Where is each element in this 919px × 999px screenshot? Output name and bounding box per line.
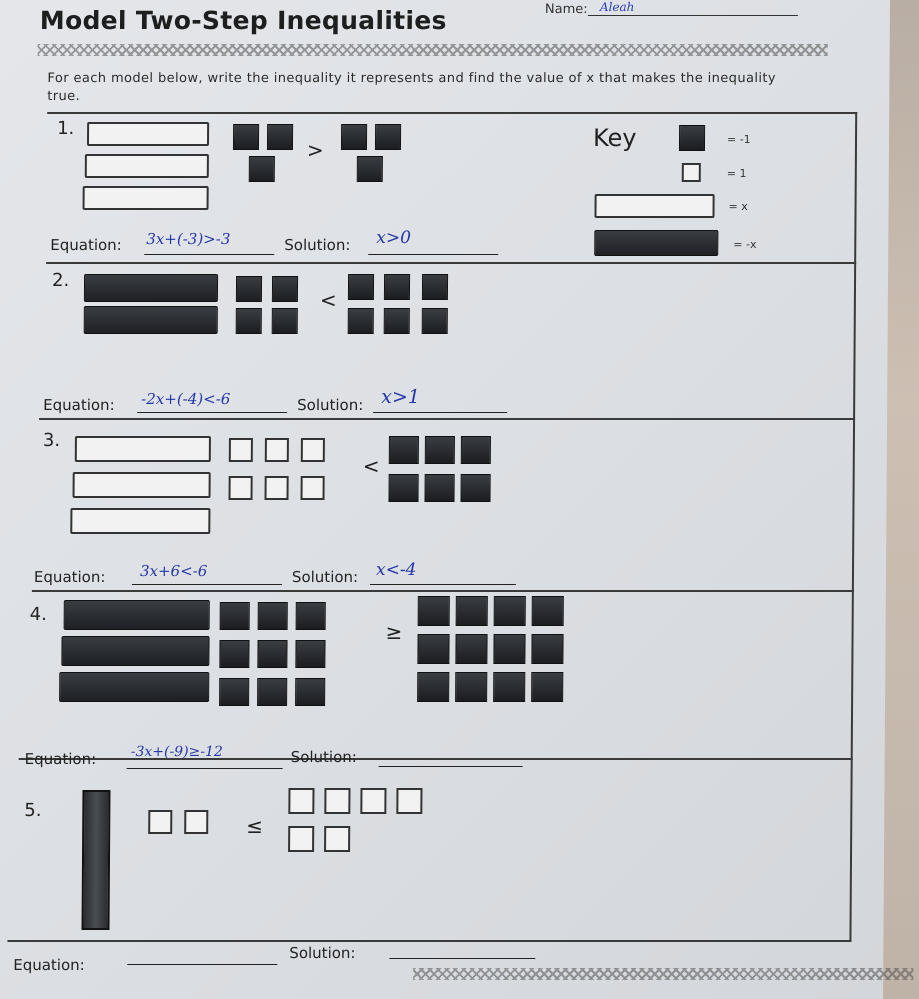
p3-one-tile: [265, 438, 289, 462]
p4-solution-blank: [379, 766, 523, 767]
p4-neg-one-tile: [296, 602, 326, 630]
p2-equation-label: Equation:: [43, 396, 115, 414]
p4-neg-one-tile: [531, 672, 563, 702]
worksheet-title: Model Two-Step Inequalities: [39, 6, 447, 35]
p5-one-tile: [396, 788, 422, 814]
p3-solution-blank: [370, 584, 516, 585]
p3-x-tile: [70, 508, 210, 534]
instructions: For each model below, write the inequality it represents and find the value of x that makes the inequality true.: [47, 71, 777, 104]
p4-neg-one-tile: [295, 678, 325, 706]
p4-neg-one-tile: [295, 640, 325, 668]
p2-neg-one-tile: [236, 308, 262, 334]
p1-solution-answer: x>0: [376, 228, 412, 248]
p3-neg-one-tile: [388, 474, 418, 502]
p4-neg-one-tile: [532, 596, 564, 626]
p2-neg-x-tile: [84, 274, 218, 302]
p5-one-tile: [288, 788, 314, 814]
problem-3-number: 3.: [42, 430, 61, 451]
p4-neg-x-tile: [59, 672, 209, 702]
key-black-bar: [594, 230, 718, 256]
p5-x-tile-vertical: [82, 790, 111, 930]
p5-one-tile: [184, 810, 208, 834]
p3-equation-blank: [132, 584, 282, 585]
p4-equation-answer: -3x+(-9)≥-12: [130, 744, 223, 760]
p4-equation-blank: [127, 768, 283, 769]
p4-neg-one-tile: [219, 678, 249, 706]
p5-one-tile: [324, 788, 350, 814]
p2-equation-answer: -2x+(-4)<-6: [141, 390, 231, 408]
p4-neg-one-tile: [417, 672, 449, 702]
p5-equation-label: Equation:: [13, 956, 85, 974]
p1-solution-label: Solution:: [284, 236, 351, 254]
p3-inequality-symbol: <: [362, 454, 380, 478]
p1-equation-label: Equation:: [50, 236, 122, 254]
p5-one-tile: [324, 826, 350, 852]
p1-neg-one-tile: [267, 124, 293, 150]
p3-neg-one-tile: [461, 436, 491, 464]
p2-inequality-symbol: <: [319, 288, 337, 312]
p2-equation-blank: [137, 412, 287, 413]
decorative-border-bottom: [413, 968, 913, 980]
key-white-square-meaning: = 1: [726, 167, 747, 180]
problem-4-number: 4.: [29, 604, 47, 625]
p4-neg-one-tile: [219, 640, 249, 668]
p4-neg-one-tile: [455, 672, 487, 702]
p2-solution-label: Solution:: [297, 396, 364, 414]
p2-solution-blank: [373, 412, 507, 413]
p1-equation-answer: 3x+(-3)>-3: [146, 230, 231, 248]
p4-neg-one-tile: [258, 602, 288, 630]
p4-neg-one-tile: [257, 678, 287, 706]
p5-solution-blank: [389, 958, 535, 959]
p3-one-tile: [229, 476, 253, 500]
p4-neg-one-tile: [531, 634, 563, 664]
divider-2: [39, 418, 855, 420]
p4-neg-one-tile: [493, 634, 525, 664]
p4-neg-one-tile: [493, 672, 525, 702]
frame-bottom-line: [7, 940, 851, 942]
p3-one-tile: [229, 438, 253, 462]
name-label: Name:: [544, 2, 588, 17]
p1-neg-one-tile: [357, 156, 383, 182]
p3-equation-answer: 3x+6<-6: [139, 562, 208, 580]
p2-neg-one-tile: [422, 274, 448, 300]
p4-neg-one-tile: [494, 596, 526, 626]
p1-neg-one-tile: [341, 124, 367, 150]
divider-3: [32, 590, 854, 592]
p3-solution-label: Solution:: [291, 568, 359, 586]
p1-x-tile: [85, 154, 209, 178]
p2-neg-one-tile: [422, 308, 448, 334]
p3-x-tile: [75, 436, 211, 462]
p2-neg-one-tile: [384, 274, 410, 300]
problem-1-number: 1.: [57, 118, 75, 139]
p2-neg-one-tile: [348, 308, 374, 334]
p4-neg-one-tile: [220, 602, 250, 630]
p5-inequality-symbol: ≤: [246, 814, 264, 838]
p1-equation-blank: [144, 254, 274, 255]
p2-neg-one-tile: [348, 274, 374, 300]
p1-x-tile: [83, 186, 209, 210]
p3-one-tile: [265, 476, 289, 500]
p1-neg-one-tile: [375, 124, 401, 150]
p4-neg-x-tile: [64, 600, 210, 630]
frame-right-line: [849, 112, 857, 942]
p4-neg-one-tile: [417, 634, 449, 664]
p3-neg-one-tile: [389, 436, 419, 464]
problem-5-number: 5.: [24, 800, 42, 821]
p5-equation-blank: [127, 964, 277, 965]
key-black-square-meaning: = -1: [726, 133, 751, 146]
key-black-bar-meaning: = -x: [733, 238, 757, 251]
p3-equation-label: Equation:: [33, 568, 106, 586]
key-title: Key: [592, 124, 637, 152]
p2-neg-one-tile: [236, 276, 262, 302]
p1-inequality-symbol: >: [306, 138, 324, 162]
p5-one-tile: [148, 810, 172, 834]
p2-solution-answer: x>1: [381, 386, 421, 408]
p3-neg-one-tile: [460, 474, 490, 502]
key-white-bar: [594, 194, 714, 218]
p2-neg-one-tile: [272, 276, 298, 302]
frame-top-line: [47, 112, 857, 114]
p1-solution-blank: [368, 254, 498, 255]
p4-neg-x-tile: [61, 636, 209, 666]
name-line: [588, 15, 798, 16]
p1-x-tile: [87, 122, 209, 146]
p5-one-tile: [288, 826, 314, 852]
p2-neg-one-tile: [384, 308, 410, 334]
p3-solution-answer: x<-4: [375, 560, 417, 580]
p5-one-tile: [360, 788, 386, 814]
name-value: Aleah: [599, 0, 635, 14]
p4-solution-label: Solution:: [290, 748, 357, 766]
decorative-border-top: [38, 44, 828, 56]
p5-solution-label: Solution:: [289, 944, 356, 962]
p4-neg-one-tile: [456, 596, 488, 626]
problem-2-number: 2.: [51, 270, 70, 291]
p3-x-tile: [73, 472, 211, 498]
p2-neg-x-tile: [84, 306, 218, 334]
p4-neg-one-tile: [257, 640, 287, 668]
p3-one-tile: [301, 476, 325, 500]
p3-neg-one-tile: [425, 436, 455, 464]
p1-neg-one-tile: [249, 156, 275, 182]
key-black-square: [679, 125, 705, 151]
p2-neg-one-tile: [272, 308, 298, 334]
key-white-bar-meaning: = x: [728, 200, 748, 213]
p4-neg-one-tile: [418, 596, 450, 626]
p4-inequality-symbol: ≥: [385, 620, 403, 644]
p3-one-tile: [301, 438, 325, 462]
p3-neg-one-tile: [424, 474, 454, 502]
p1-neg-one-tile: [233, 124, 259, 150]
p4-equation-label: Equation:: [24, 750, 97, 768]
key-white-square: [682, 163, 701, 182]
p4-neg-one-tile: [455, 634, 487, 664]
divider-1: [46, 262, 856, 264]
